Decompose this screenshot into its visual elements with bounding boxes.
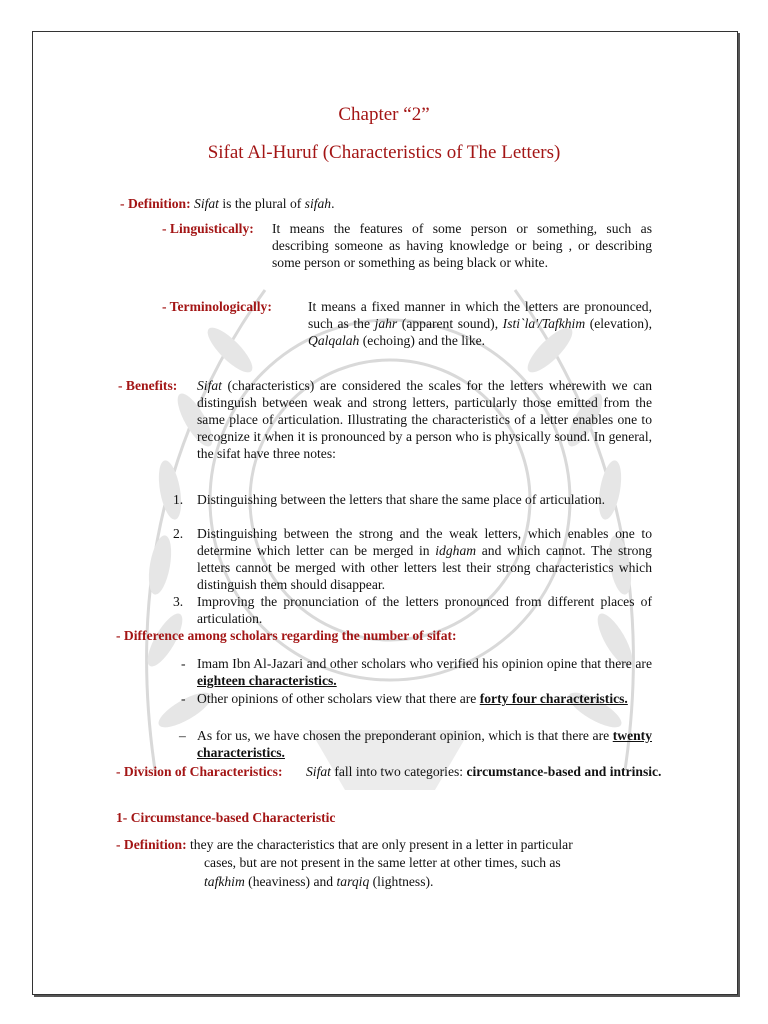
note-3: 3. Improving the pronunciation of the letters pronounced from different places of articulation. — [173, 594, 652, 626]
chapter-subtitle: Sifat Al-Huruf (Characteristics of The Letters) — [207, 142, 561, 163]
benefits-label: - Benefits: — [118, 378, 178, 393]
division-text: Sifat fall into two categories: circumstance-based and intrinsic. — [306, 764, 662, 779]
section-1-heading: 1- Circumstance-based Characteristic — [116, 810, 336, 825]
definition2-line1: - Definition: they are the characteristics that are only present in a letter in particular — [116, 837, 573, 852]
linguistically-label: - Linguistically: — [162, 221, 254, 236]
terminologically-label: - Terminologically: — [162, 299, 272, 314]
definition-label: Definition: — [127, 196, 191, 211]
definition2-line2: cases, but are not present in the same letter at other times, such as — [204, 855, 561, 870]
opinion-3: – As for us, we have chosen the preponderant opinion, which is that there are twenty characteristics. — [179, 728, 652, 760]
note-2: 2. Distinguishing between the strong and the weak letters, which enables one to determine which letter can be merged in idgham and which cannot. The strong letters cannot be merged with other letters lest their strong characteristics which distinguish them should disappear. — [173, 526, 652, 592]
linguistically-text: It means the features of some person or something, such as describing someone as having knowledge or being , or describing some person or something as being black or white. — [272, 221, 652, 270]
definition-line: - Definition: Sifat is the plural of sifah. — [120, 196, 335, 211]
chapter-title: Chapter “2” — [338, 104, 430, 125]
benefits-text: Sifat (characteristics) are considered the scales for the letters wherewith we can distinguish between weak and strong letters, particularly those emitted from the same place of articulation. Illustrating the characteristics of a letter enables one to recognize it when it is pronounced by a person who is physically sound. In general, the sifat have three notes: — [197, 378, 652, 461]
note-1: 1. Distinguishing between the letters that share the same place of articulation. — [173, 492, 606, 507]
definition2-line3: tafkhim (heaviness) and tarqiq (lightness). — [204, 874, 434, 889]
opinion-2: - Other opinions of other scholars view that there are forty four characteristics. — [181, 691, 628, 706]
division-label: - Division of Characteristics: — [116, 764, 283, 779]
opinion-1: - Imam Ibn Al-Jazari and other scholars who verified his opinion opine that there are eighteen characteristics. — [181, 656, 652, 688]
difference-heading: - Difference among scholars regarding the number of sifat: — [116, 628, 457, 643]
terminologically-text: It means a fixed manner in which the letters are pronounced, such as the jahr (apparent sound), Isti`la'/Tafkhim (elevation), Qalqalah (echoing) and the like. — [308, 299, 652, 348]
